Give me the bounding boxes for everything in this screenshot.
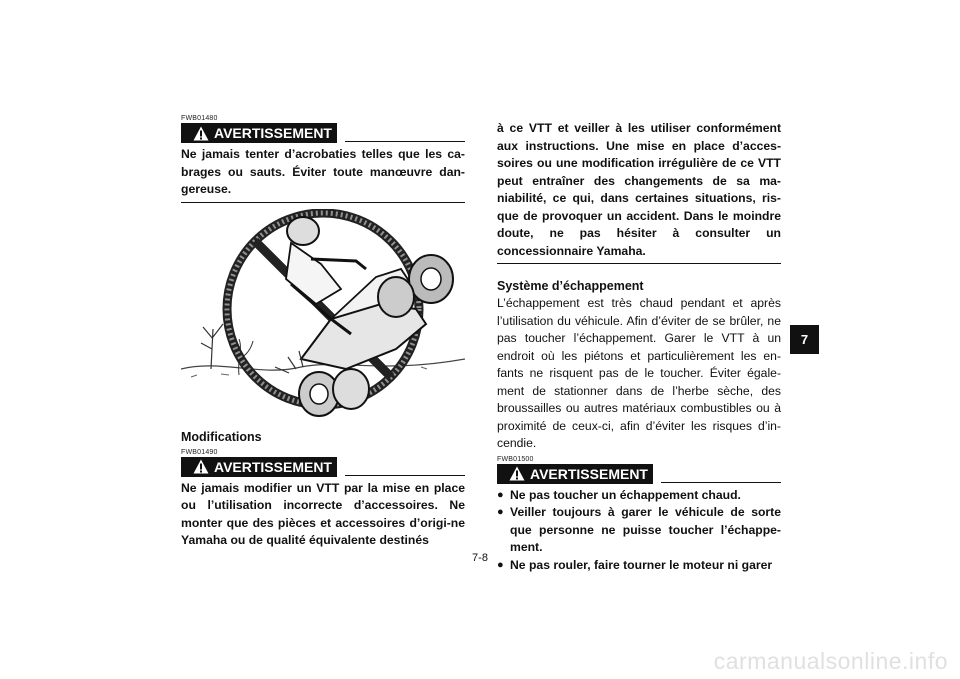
warning-code: FWB01490 [181,448,218,456]
warning-header [497,464,781,484]
warning-label-box [181,123,337,143]
atv-stunt-prohibited-illustration [181,209,465,425]
warning-end-rule [181,202,465,203]
warning-text: Ne jamais modifier un VTT par la mise en place ou l’utilisation incorrecte d’accessoires. Ne monter que des pièces et accessoires d’origi-ne Yamaha ou de qualité équivalente destinés [181,480,465,547]
warning-triangle-icon [193,126,209,141]
body-text: L’échappement est très chaud pendant et après l’utilisation du véhicule. Afin d’éviter de se brûler, ne pas toucher l’échappement. Garer le VTT à un endroit où les piétons et particulièrement les en-fants ne risquent pas de le toucher. Éviter égale-ment de stationner dans de l’herbe sèche, des broussailles ou autres matériaux combustibles ou à proximité de ceux-ci, afin d’éviter les risques d’in-cendie. [497,296,781,450]
warning-triangle-icon [193,459,209,474]
list-item: ● Ne pas toucher un échappement chaud. [497,487,781,505]
watermark: carmanualsonline.info [713,648,948,674]
warning-rule [345,141,465,142]
chapter-tab: 7 [790,325,819,354]
bullet-dot-icon: ● [497,488,504,501]
warning-code: FWB01480 [181,115,218,122]
warning-code: FWB01500 [497,455,534,463]
warning-label: AVERTISSEMENT [214,458,332,475]
page-number: 7-8 [472,552,488,564]
warning-rule [345,475,465,476]
list-item: ● Ne pas rouler, faire tourner le moteur ni garer [497,557,781,575]
warning-header [181,457,465,477]
warning-label: AVERTISSEMENT [530,465,648,482]
right-column [497,120,781,574]
bullet-dot-icon: ● [497,506,504,518]
warning-header [181,123,465,143]
warning-label-box [497,464,653,484]
bullet-dot-icon: ● [497,558,504,571]
section-heading: Système d’échappement [497,279,644,293]
left-column [181,112,465,550]
warning-text: Ne jamais tenter d’acrobaties telles que les ca-brages ou sauts. Éviter toute manœuvre dan-gereuse. [181,147,465,196]
list-item: ● Veiller toujours à garer le véhicule de sorte que personne ne puisse toucher l’échappe-ment. [497,505,781,554]
warning-rule [661,482,781,483]
section-heading: Modifications [181,429,262,444]
warning-label: AVERTISSEMENT [214,125,332,141]
warning-text-continued: à ce VTT et veiller à les utiliser conformément aux instructions. Une mise en place d’acces-soires ou une modification irrégulière de ce VTT peut entraîner des changements de sa ma-niabilité, ce qui, dans certaines situations, ris-que de provoquer un accident. Dans le moindre doute, ne pas hésiter à consulter un concessionnaire Yamaha. [497,121,781,258]
warning-label-box [181,457,337,477]
warning-triangle-icon [509,466,525,481]
